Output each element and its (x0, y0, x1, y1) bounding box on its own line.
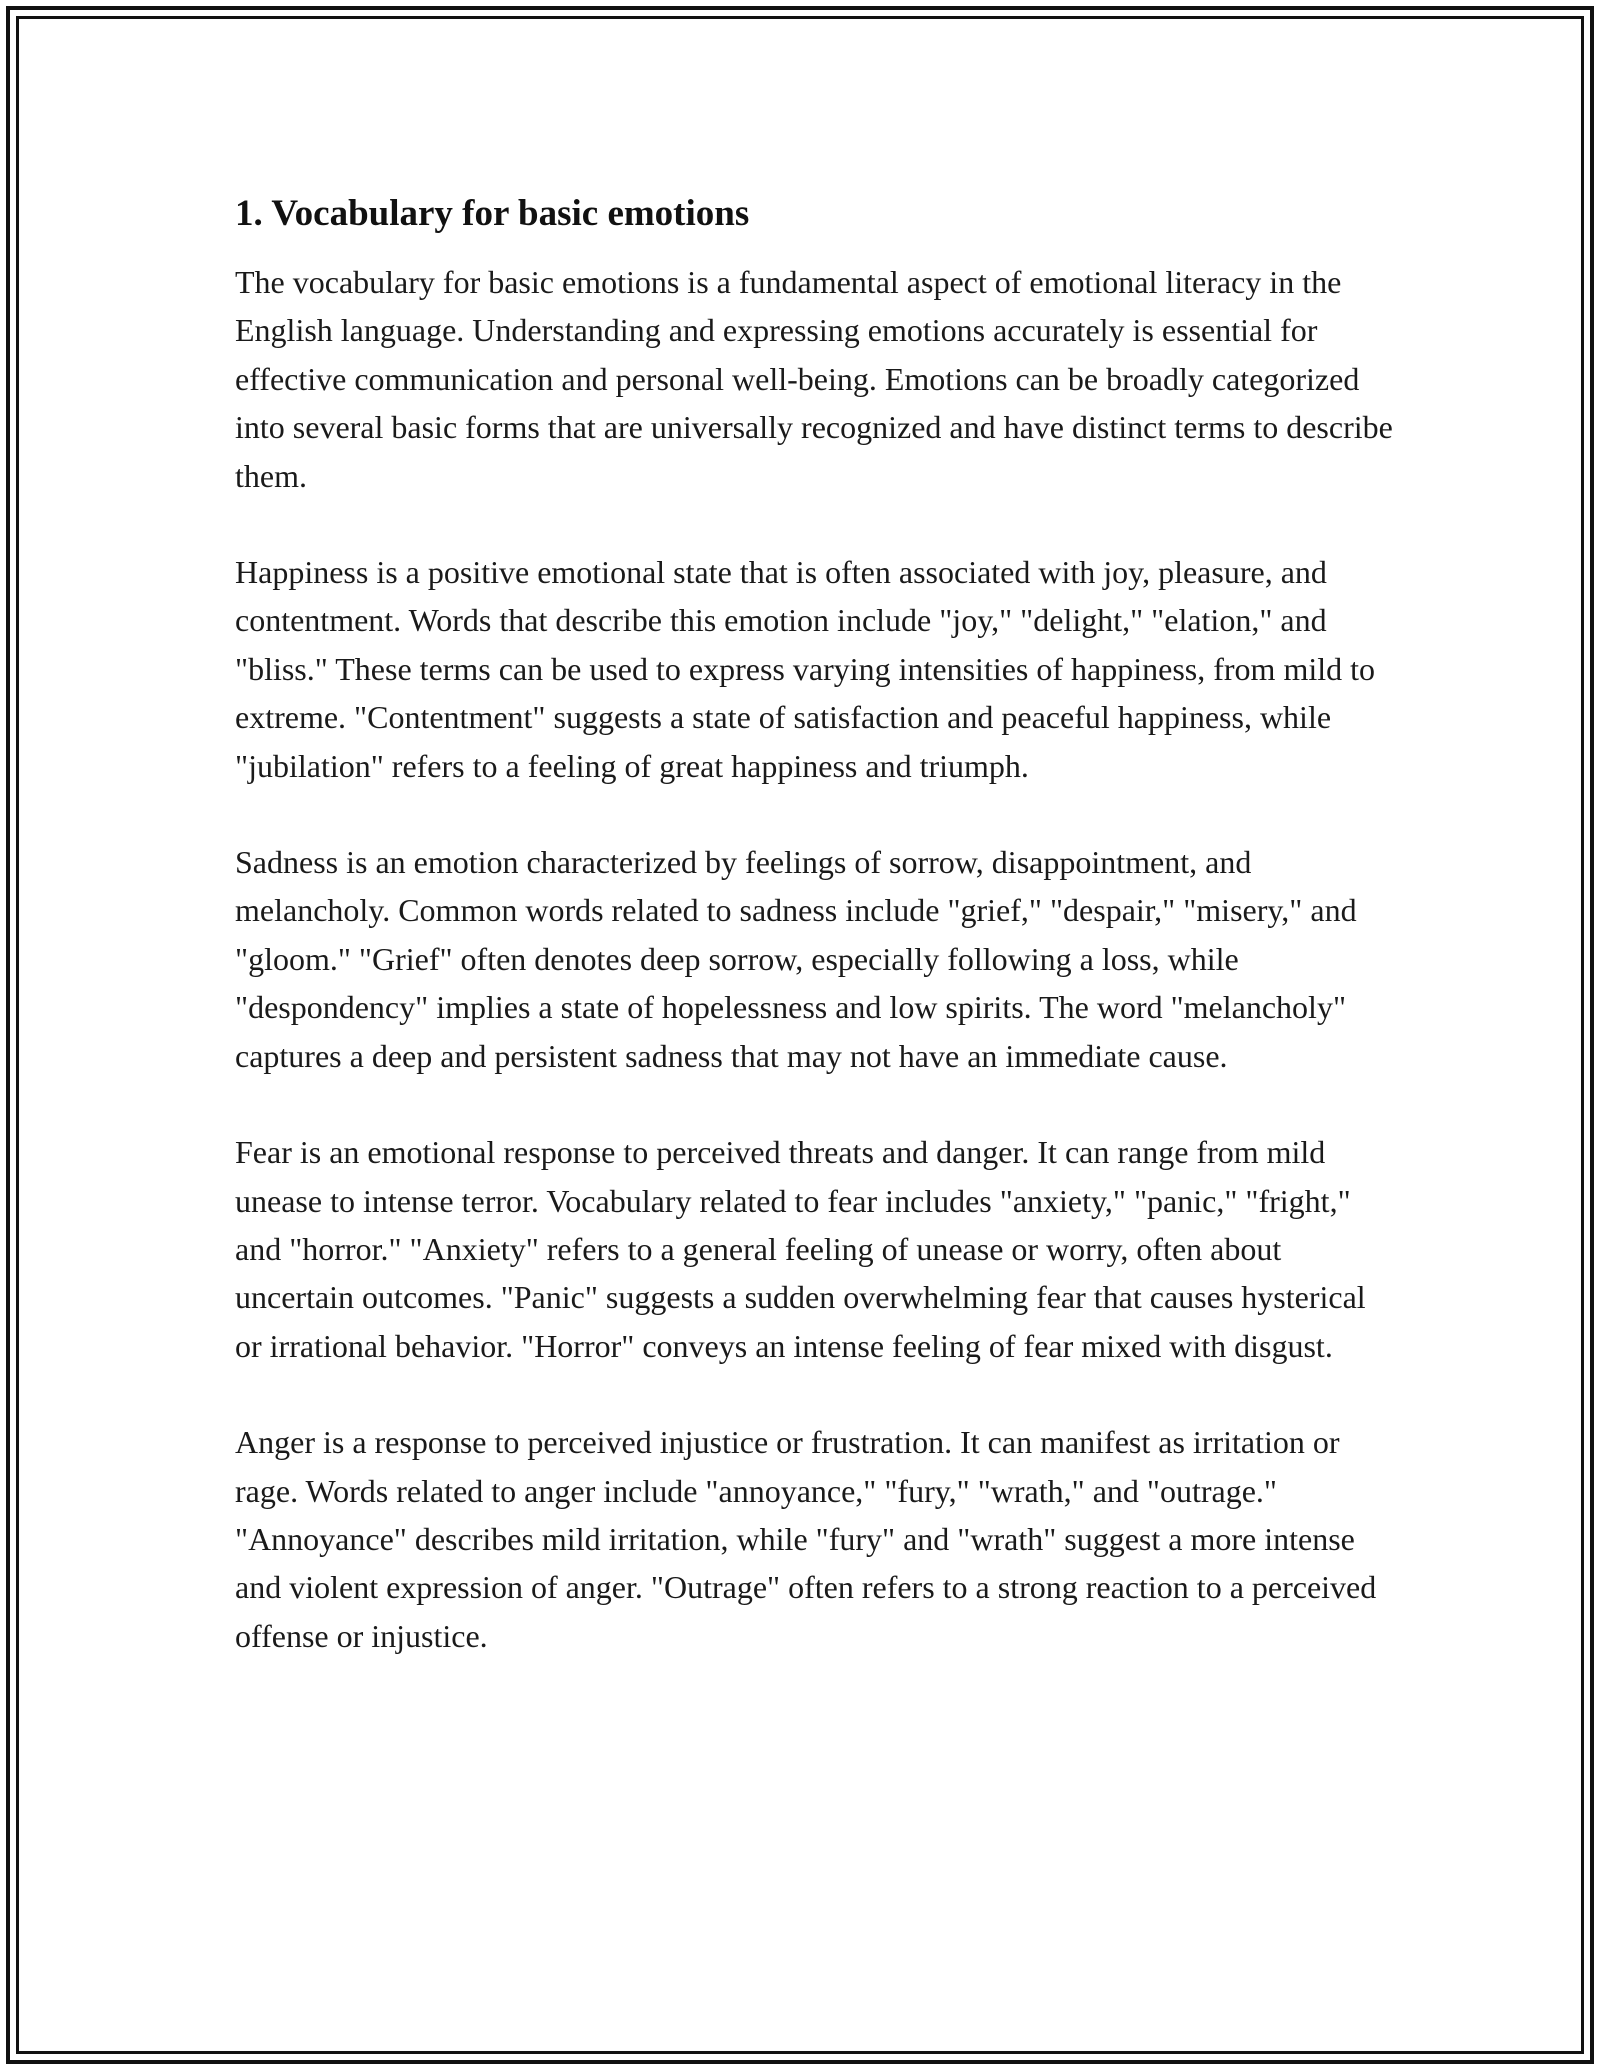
paragraph-fear: Fear is an emotional response to perceived threats and danger. It can range from mild unease to intense terror. Vocabulary related to fear includes "anxiety," "panic," "fright," and "horror." "Anxiety" refers to a general feeling of unease or worry, often about uncertain outcomes. "Panic" suggests a sudden overwhelming fear that causes hysterical or irrational behavior. "Horror" conveys an intense feeling of fear mixed with disgust. (235, 1134, 1366, 1364)
paragraph-sadness: Sadness is an emotion characterized by feelings of sorrow, disappointment, and melancholy. Common words related to sadness include "grief," "despair," "misery," and "gloom." "Grief" often denotes deep sorrow, especially following a loss, while "despondency" implies a state of hopelessness and low spirits. The word "melancholy" captures a deep and persistent sadness that may not have an immediate cause. (235, 844, 1357, 1074)
paragraph-anger: Anger is a response to perceived injustice or frustration. It can manifest as irritation or rage. Words related to anger include "annoyance," "fury," "wrath," and "outrage." "Annoyance" describes mild irritation, while "fury" and "wrath" suggest a more intense and violent expression of anger. "Outrage" often refers to a strong reaction to a perceived offense or injustice. (235, 1424, 1377, 1654)
paragraph-happiness: Happiness is a positive emotional state that is often associated with joy, pleasure, and contentment. Words that describe this emotion include "joy," "delight," "elation," and "bliss." These terms can be used to express varying intensities of happiness, from mild to extreme. "Contentment" suggests a state of satisfaction and peaceful happiness, while "jubilation" refers to a feeling of great happiness and triumph. (235, 554, 1375, 784)
section-heading: 1. Vocabulary for basic emotions (235, 193, 750, 234)
document-body (235, 186, 1395, 1660)
paragraph-intro: The vocabulary for basic emotions is a fundamental aspect of emotional literacy in the English language. Understanding and expressing emotions accurately is essential for effective communication and personal well-being. Emotions can be broadly categorized into several basic forms that are universally recognized and have distinct terms to describe them. (235, 264, 1393, 494)
